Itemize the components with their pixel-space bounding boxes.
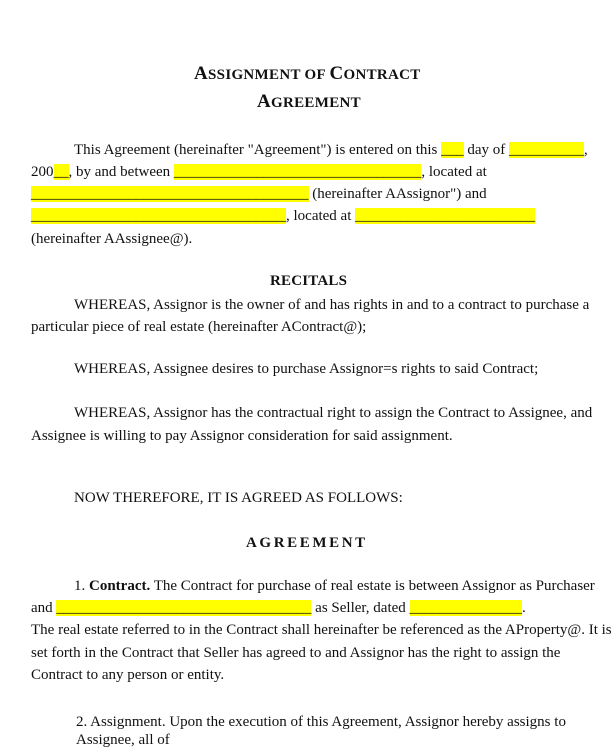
- agreement-heading: AGREEMENT: [246, 535, 368, 551]
- intro-line-5: (hereinafter AAssignee@).: [31, 231, 193, 247]
- recital-3-line-2: Assignee is willing to pay Assignor consideration for said assignment.: [31, 428, 453, 444]
- intro-line-2: 200__, by and between _________________________________, located at: [31, 164, 487, 180]
- day-blank[interactable]: ___: [441, 142, 464, 158]
- seller-name-blank[interactable]: __________________________________: [56, 600, 312, 616]
- recitals-heading: RECITALS: [270, 273, 348, 289]
- assignee-address-blank[interactable]: ________________________: [355, 208, 536, 224]
- document-title-line-1: ASSIGNMENT OF CONTRACT: [194, 63, 421, 84]
- recital-1-line-1: WHEREAS, Assignor is the owner of and has rights in and to a contract to purchase a: [74, 297, 590, 313]
- section-1-line-1: 1. Contract. The Contract for purchase of real estate is between Assignor as Purchaser: [74, 578, 595, 594]
- recital-2-line-1: WHEREAS, Assignee desires to purchase Assignor=s rights to said Contract;: [74, 361, 539, 377]
- now-therefore-line: NOW THEREFORE, IT IS AGREED AS FOLLOWS:: [74, 490, 403, 506]
- section-1-line-3: The real estate referred to in the Contract shall hereinafter be referenced as the AProperty@. It is: [31, 622, 612, 638]
- recital-3-line-1: WHEREAS, Assignor has the contractual right to assign the Contract to Assignee, and: [74, 405, 593, 421]
- recital-1-line-2: particular piece of real estate (hereinafter AContract@);: [31, 319, 367, 335]
- section-1-line-5: Contract to any person or entity.: [31, 667, 225, 683]
- section-2-line-1-cropped: 2. Assignment. Upon the execution of this Agreement, Assignor hereby assigns to Assignee, all of: [76, 714, 566, 748]
- section-1-line-4: set forth in the Contract that Seller has agreed to and Assignor has the right to assign the: [31, 645, 561, 661]
- month-blank[interactable]: __________: [509, 142, 585, 158]
- year-blank[interactable]: __: [53, 164, 69, 180]
- assignor-address-blank[interactable]: _____________________________________: [31, 186, 309, 202]
- document-title-line-2: AGREEMENT: [257, 91, 361, 112]
- section-1-line-2: and __________________________________ as Seller, dated _______________.: [31, 600, 526, 616]
- contract-date-blank[interactable]: _______________: [409, 600, 523, 616]
- assignee-name-blank[interactable]: __________________________________: [31, 208, 286, 224]
- intro-line-3: _____________________________________ (hereinafter AAssignor") and: [31, 186, 487, 202]
- intro-line-4: __________________________________, located at ________________________: [31, 208, 536, 224]
- assignor-name-blank[interactable]: _________________________________: [173, 164, 422, 180]
- intro-line-1: This Agreement (hereinafter "Agreement") is entered on this ___ day of __________,: [74, 142, 588, 158]
